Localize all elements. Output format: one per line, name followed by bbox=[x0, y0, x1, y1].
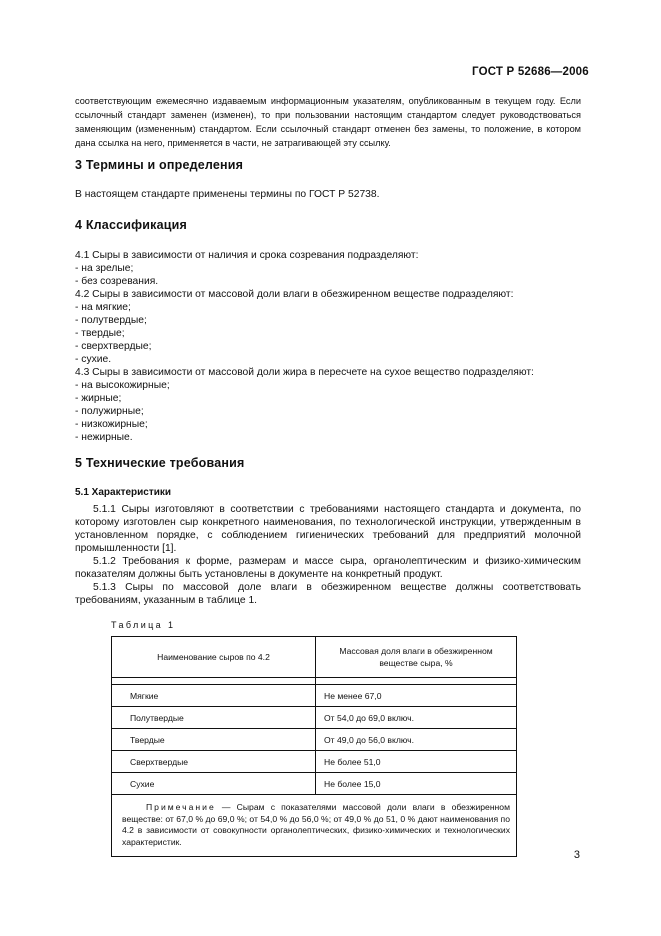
list-line: - без созревания. bbox=[75, 276, 159, 287]
list-line: 4.3 Сыры в зависимости от массовой доли жира в пересчете на сухое вещество подразделяют: bbox=[75, 367, 534, 378]
list-line: - на мягкие; bbox=[75, 302, 131, 313]
table-note-row bbox=[112, 795, 517, 857]
cheese-type-cell: Полутвердые bbox=[112, 707, 316, 729]
moisture-table bbox=[111, 636, 517, 857]
list-line: - низкожирные; bbox=[75, 419, 148, 430]
cheese-type-cell: Сухие bbox=[112, 773, 316, 795]
paragraph-5-1-1: 5.1.1 Сыры изготовляют в соответствии с требованиями настоящего стандарта и документа, по которому изготовлен сыр конкретного наименования, по технологической инструкции, утвержденным в установленном порядке, с соблюдением гигиенических требований для предприятий молочной промышленности [1]. bbox=[75, 504, 581, 554]
table-row bbox=[112, 729, 517, 751]
cheese-type-cell: Сверхтвердые bbox=[112, 751, 316, 773]
list-line: - полутвердые; bbox=[75, 315, 147, 326]
page-number: 3 bbox=[573, 849, 580, 861]
list-line: - жирные; bbox=[75, 393, 122, 404]
table-row bbox=[112, 751, 517, 773]
cheese-type-cell: Твердые bbox=[112, 729, 316, 751]
list-line: - на зрелые; bbox=[75, 263, 134, 274]
note-label: Примечание bbox=[146, 802, 216, 812]
moisture-cell: Не более 15,0 bbox=[316, 773, 517, 795]
list-line: 4.2 Сыры в зависимости от массовой доли влаги в обезжиренном веществе подразделяют: bbox=[75, 289, 514, 300]
classification-list bbox=[75, 249, 581, 444]
column-header: Наименование сыров по 4.2 bbox=[112, 637, 316, 678]
list-line: - сверхтвердые; bbox=[75, 341, 152, 352]
note-text: — Сырам с показателями массовой доли влаги в обезжиренном веществе: от 67,0 % до 69,0 %; от 54,0 % до 56,0 %; от 49,0 % до 51, 0 % дают наименования по 4.2 в зависимости от совокупности органолептических, физико-химических и технологических характеристик. bbox=[122, 802, 510, 847]
list-line: - полужирные; bbox=[75, 406, 144, 417]
section-5-title: 5 Технические требования bbox=[75, 456, 245, 470]
intro-paragraph: соответствующим ежемесячно издаваемым информационным указателям, опубликованным в текущем году. Если ссылочный стандарт заменен (изменен), то при пользовании настоящим стандартом следует руководствоваться заменяющим (измененным) стандартом. Если ссылочный стандарт отменен без замены, то положение, в котором дана ссылка на него, применяется в части, не затрагивающей эту ссылку. bbox=[75, 96, 581, 148]
column-header: Массовая доля влаги в обезжиренном веществе сыра, % bbox=[316, 637, 517, 678]
subsection-5-1-title: 5.1 Характеристики bbox=[75, 487, 172, 498]
list-line: 4.1 Сыры в зависимости от наличия и срока созревания подразделяют: bbox=[75, 250, 419, 261]
table-row bbox=[112, 707, 517, 729]
moisture-cell: От 54,0 до 69,0 включ. bbox=[316, 707, 517, 729]
section-4-title: 4 Классификация bbox=[75, 218, 188, 232]
cheese-type-cell: Мягкие bbox=[112, 685, 316, 707]
moisture-cell: От 49,0 до 56,0 включ. bbox=[316, 729, 517, 751]
section-3-text: В настоящем стандарте применены термины по ГОСТ Р 52738. bbox=[75, 189, 380, 200]
moisture-cell: Не более 51,0 bbox=[316, 751, 517, 773]
list-line: - твердые; bbox=[75, 328, 125, 339]
table-spacer bbox=[112, 678, 517, 685]
standard-number: ГОСТ Р 52686—2006 bbox=[472, 66, 589, 78]
list-line: - сухие. bbox=[75, 354, 112, 365]
section-3-title: 3 Термины и определения bbox=[75, 158, 244, 172]
table-header-row bbox=[112, 637, 517, 678]
table-caption: Таблица 1 bbox=[111, 620, 176, 630]
moisture-cell: Не менее 67,0 bbox=[316, 685, 517, 707]
table-row bbox=[112, 685, 517, 707]
table-row bbox=[112, 773, 517, 795]
list-line: - нежирные. bbox=[75, 432, 133, 443]
list-line: - на высокожирные; bbox=[75, 380, 170, 391]
paragraph-5-1-3: 5.1.3 Сыры по массовой доле влаги в обезжиренном веществе должны соответствовать требованиям, указанным в таблице 1. bbox=[75, 582, 581, 606]
table-note bbox=[112, 795, 517, 857]
paragraph-5-1-2: 5.1.2 Требования к форме, размерам и массе сыра, органолептическим и физико-химическим показателям должны быть установлены в документе на конкретный продукт. bbox=[75, 556, 581, 580]
